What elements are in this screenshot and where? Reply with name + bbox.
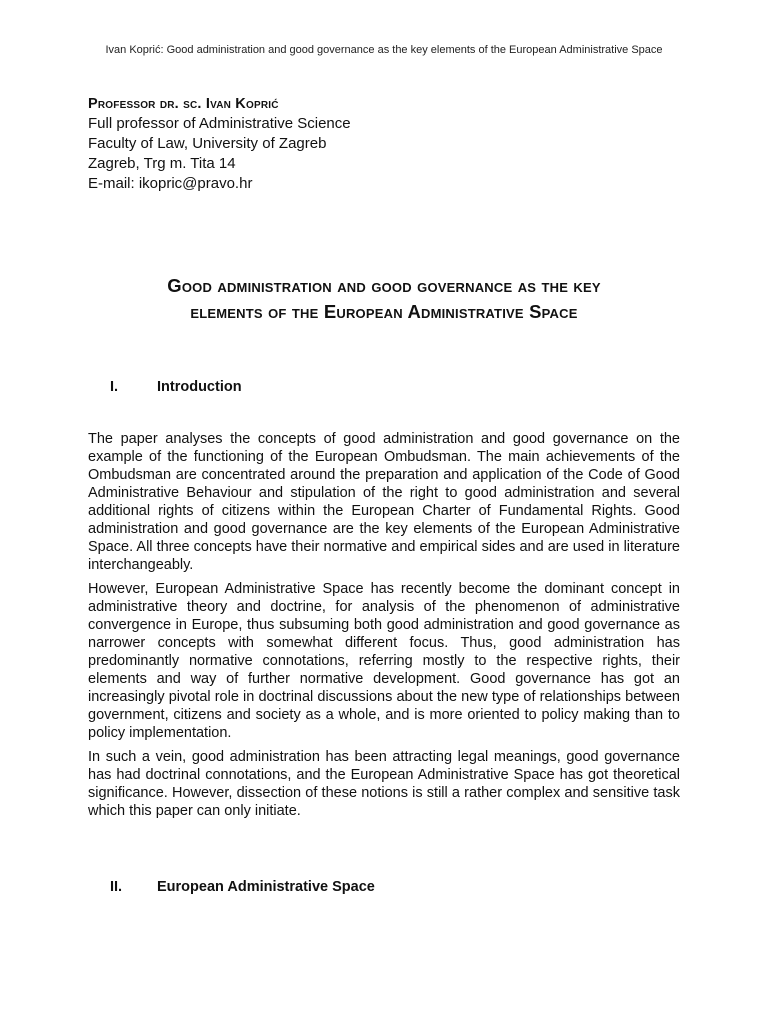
running-header: Ivan Koprić: Good administration and good governance as the key elements of the European Administrative Space (105, 44, 663, 56)
paragraph: The paper analyses the concepts of good administration and good governance on the example of the functioning of the European Ombudsman. The main achievements of the Ombudsman are concentrated around the preparation and application of the Code of Good Administrative Behaviour and stipulation of the right to good administration and several additional rights of citizens within the European Charter of Fundamental Rights. Good administration and good governance are the key elements of the European Administrative Space. All three concepts have their normative and empirical sides and are used in literature interchangeably. (88, 431, 680, 573)
author-address: Zagreb, Trg m. Tita 14 (88, 155, 236, 172)
author-faculty: Faculty of Law, University of Zagreb (88, 135, 327, 152)
section-number: I. (110, 379, 119, 395)
introduction-body (88, 430, 680, 826)
paper-title (0, 273, 768, 325)
paper-title-line-2: elements of the European Administrative Space (190, 301, 578, 322)
section-title: Introduction (157, 379, 242, 395)
section-heading-european-administrative-space (110, 879, 375, 895)
author-position: Full professor of Administrative Science (88, 115, 351, 132)
section-heading-introduction (110, 379, 242, 395)
author-block (88, 94, 351, 194)
author-name: Professor dr. sc. Ivan Koprić (88, 96, 279, 112)
author-email: E-mail: ikopric@pravo.hr (88, 175, 253, 192)
paragraph: However, European Administrative Space has recently become the dominant concept in administrative theory and doctrine, for analysis of the phenomenon of administrative convergence in Europe, thus subsuming both good administration and good governance as narrower concepts with somewhat different focus. Thus, good administration has predominantly normative connotations, referring mostly to the respective rights, their elements and way of further normative development. Good governance has got an increasingly pivotal role in doctrinal discussions about the new type of relationships between government, citizens and society as a whole, and is more oriented to policy making than to policy implementation. (88, 581, 680, 741)
section-title: European Administrative Space (157, 879, 375, 895)
section-number: II. (110, 879, 123, 895)
paper-title-line-1: Good administration and good governance as the key (167, 275, 601, 296)
paragraph: In such a vein, good administration has been attracting legal meanings, good governance has had doctrinal connotations, and the European Administrative Space has got theoretical significance. However, dissection of these notions is still a rather complex and sensitive task which this paper can only initiate. (88, 749, 680, 819)
